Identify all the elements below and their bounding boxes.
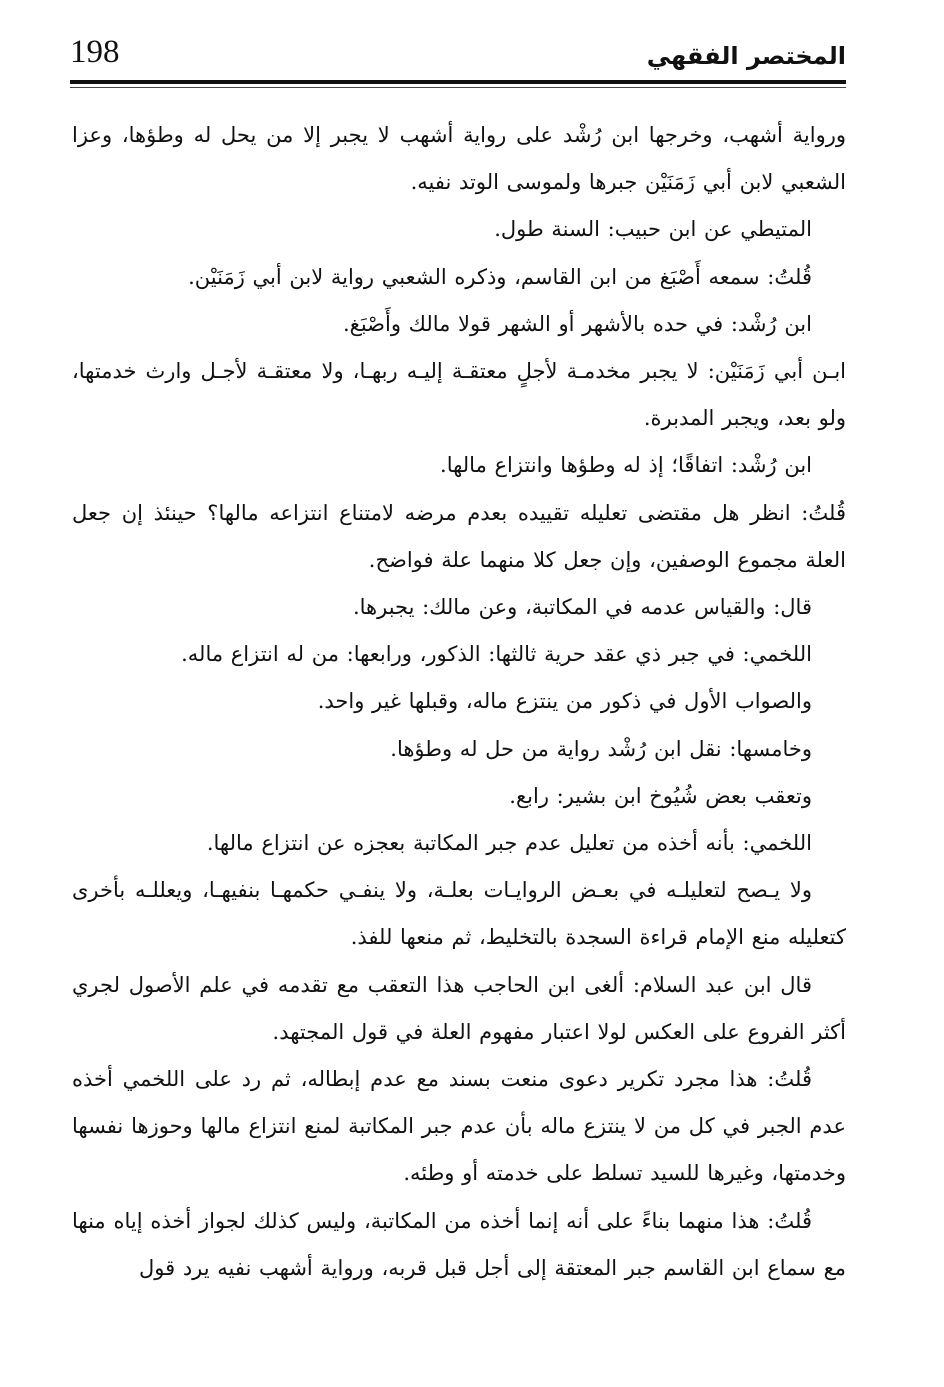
paragraph: ابن رُشْد: في حده بالأشهر أو الشهر قولا مالك وأَصْبَغ. bbox=[342, 311, 812, 336]
paragraph: ولا يـصح لتعليلـه في بعـض الروايـات بعلـة، ولا ينفـي حكمهـا بنفيهـا، ويعللـه بأخرى كتعليله منع الإمام قراءة السجدة بالتخليط، ثم منعها للفذ. bbox=[72, 878, 846, 950]
paragraph: المتيطي عن ابن حبيب: السنة طول. bbox=[494, 217, 812, 242]
page-number: 198 bbox=[70, 34, 120, 70]
paragraph: ورواية أشهب، وخرجها ابن رُشْد على رواية أشهب لا يجبر إلا من يحل له وطؤها، وعزا الشعبي لابن أبي زَمَنَيْن جبرها ولموسى الوتد نفيه. bbox=[72, 123, 846, 195]
paragraph: وتعقب بعض شُيُوخ ابن بشير: رابع. bbox=[509, 783, 812, 808]
page-header bbox=[70, 30, 846, 92]
paragraph: وخامسها: نقل ابن رُشْد رواية من حل له وطؤها. bbox=[390, 736, 812, 761]
book-title: المختصر الفقهي bbox=[646, 42, 846, 70]
page-body bbox=[72, 112, 846, 1357]
paragraph: قُلتُ: انظر هل مقتضى تعليله تقييده بعدم مرضه لامتناع انتزاعه مالها؟ حينئذ إن جعل العلة مجموع الوصفين، وإن جعل كلا منهما علة فواضح. bbox=[72, 500, 846, 572]
paragraph: قُلتُ: سمعه أَصْبَغ من ابن القاسم، وذكره الشعبي رواية لابن أبي زَمَنَيْن. bbox=[188, 264, 812, 289]
paragraph: اللخمي: في جبر ذي عقد حرية ثالثها: الذكور، ورابعها: من له انتزاع ماله. bbox=[181, 642, 812, 667]
header-rule-thin bbox=[70, 87, 846, 88]
paragraph: قال: والقياس عدمه في المكاتبة، وعن مالك: يجبرها. bbox=[352, 595, 812, 620]
paragraph: اللخمي: بأنه أخذه من تعليل عدم جبر المكاتبة بعجزه عن انتزاع مالها. bbox=[206, 831, 812, 856]
paragraph: قُلتُ: هذا منهما بناءً على أنه إنما أخذه من المكاتبة، وليس كذلك لجواز أخذه إياه منها مع سماع ابن القاسم جبر المعتقة إلى أجل قبل قربه، ورواية أشهب نفيه يرد قول bbox=[72, 1208, 846, 1280]
paragraph: والصواب الأول في ذكور من ينتزع ماله، وقبلها غير واحد. bbox=[317, 689, 812, 714]
paragraph: ابـن أبي زَمَنَيْن: لا يجبر مخدمـة لأجلٍ معتقـة إليـه ربهـا، ولا معتقـة لأجـل وارث خدمتها، ولو بعد، ويجبر المدبرة. bbox=[72, 359, 846, 431]
paragraph: ابن رُشْد: اتفاقًا؛ إذ له وطؤها وانتزاع مالها. bbox=[440, 453, 812, 478]
paragraph: قُلتُ: هذا مجرد تكرير دعوى منعت بسند مع عدم إبطاله، ثم رد على اللخمي أخذه عدم الجبر في كل من لا ينتزع ماله بأن عدم جبر المكاتبة لمنع انتزاع مالها وحوزها نفسها وخدمتها، وغيرها للسيد تسلط على خدمته أو وطئه. bbox=[72, 1067, 846, 1186]
header-rule bbox=[70, 80, 846, 84]
paragraph: قال ابن عبد السلام: ألغى ابن الحاجب هذا التعقب مع تقدمه في علم الأصول لجري أكثر الفروع على العكس لولا اعتبار مفهوم العلة في قول المجتهد. bbox=[72, 972, 846, 1044]
